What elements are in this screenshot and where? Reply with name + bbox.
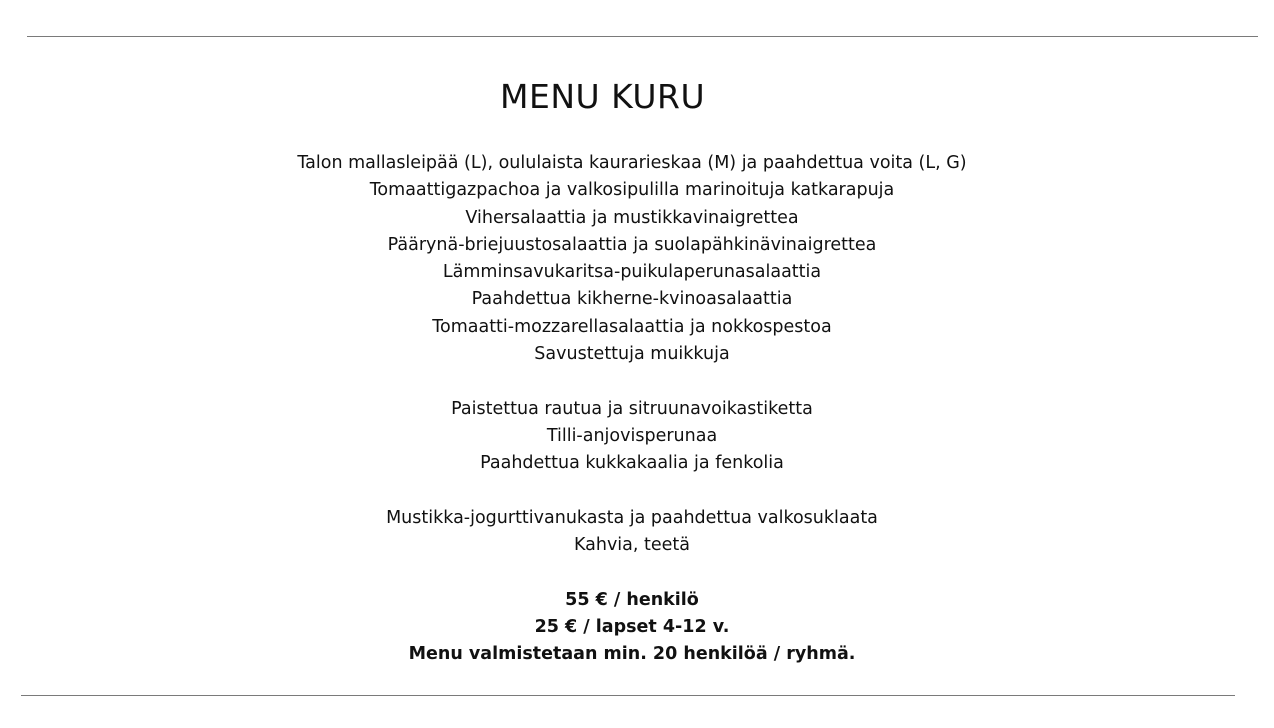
menu-item: Paahdettua kukkakaalia ja fenkolia — [480, 453, 784, 474]
section-spacer — [0, 478, 1264, 505]
mains-section — [0, 396, 1264, 478]
menu-body — [0, 150, 1264, 669]
menu-item: Tomaattigazpachoa ja valkosipulilla marinoituja katkarapuja — [369, 180, 895, 201]
section-spacer — [0, 368, 1264, 395]
menu-item: Tomaatti-mozzarellasalaattia ja nokkospestoa — [432, 316, 832, 337]
price-per-person: 55 € / henkilö — [565, 589, 699, 610]
menu-item: Mustikka-jogurttivanukasta ja paahdettua valkosuklaata — [386, 507, 878, 528]
menu-item: Tilli-anjovisperunaa — [546, 425, 718, 446]
menu-item: Lämminsavukaritsa-puikulaperunasalaattia — [442, 262, 822, 283]
menu-item: Talon mallasleipää (L), oululaista kaurarieskaa (M) ja paahdettua voita (L, G) — [297, 153, 967, 173]
menu-item: Paahdettua kikherne-kvinoasalaattia — [471, 289, 793, 310]
price-children: 25 € / lapset 4-12 v. — [534, 617, 730, 638]
desserts-section — [0, 505, 1264, 560]
section-spacer — [0, 559, 1264, 586]
menu-title: MENU KURU — [500, 77, 706, 116]
menu-item: Vihersalaattia ja mustikkavinaigrettea — [465, 207, 799, 228]
menu-item: Paistettua rautua ja sitruunavoikastiketta — [451, 398, 813, 419]
bottom-divider — [21, 695, 1235, 696]
menu-item: Savustettuja muikkuja — [534, 344, 730, 365]
starters-section — [0, 150, 1264, 368]
menu-item: Päärynä-briejuustosalaattia ja suolapähkinävinaigrettea — [387, 234, 877, 255]
menu-item: Kahvia, teetä — [573, 535, 691, 556]
pricing-section — [0, 587, 1264, 669]
top-divider — [27, 36, 1258, 37]
minimum-group-note: Menu valmistetaan min. 20 henkilöä / ryhmä. — [408, 644, 856, 665]
